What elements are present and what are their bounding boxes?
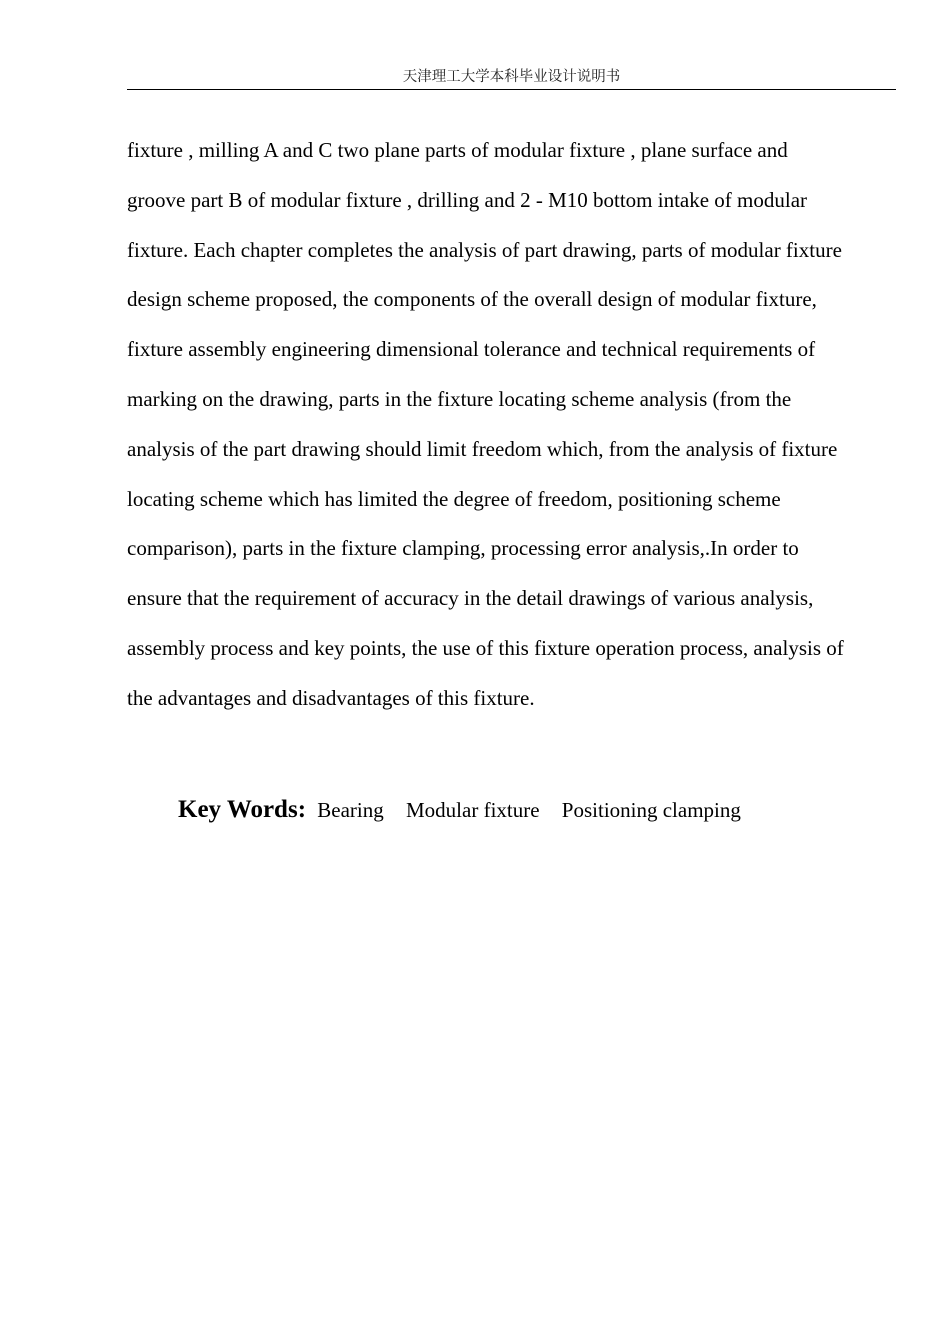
body-line: assembly process and key points, the use of this fixture operation process, analysis of — [127, 635, 844, 660]
keyword-item: Bearing — [317, 798, 384, 822]
header-title: 天津理工大学本科毕业设计说明书 — [402, 69, 621, 85]
body-line: design scheme proposed, the components of the overall design of modular fixture, — [127, 287, 817, 312]
body-line: ensure that the requirement of accuracy in the detail drawings of various analysis, — [127, 586, 814, 611]
body-line: fixture assembly engineering dimensional tolerance and technical requirements of — [127, 337, 816, 362]
keywords-line — [178, 793, 758, 827]
abstract-body — [127, 133, 896, 731]
page-header — [127, 66, 896, 90]
body-line: marking on the drawing, parts in the fixture locating scheme analysis (from the — [127, 386, 792, 411]
body-line: groove part B of modular fixture , drilling and 2 - M10 bottom intake of modular — [127, 187, 808, 212]
body-line: analysis of the part drawing should limit freedom which, from the analysis of fixture — [127, 436, 838, 461]
body-line: the advantages and disadvantages of this fixture. — [127, 685, 535, 710]
body-line: fixture. Each chapter completes the analysis of part drawing, parts of modular fixture — [127, 237, 842, 262]
keyword-item: Positioning clamping — [561, 798, 741, 822]
body-line: comparison), parts in the fixture clamping, processing error analysis,.In order to — [127, 536, 799, 561]
body-line: fixture , milling A and C two plane parts of modular fixture , plane surface and — [127, 138, 788, 162]
body-line: locating scheme which has limited the degree of freedom, positioning scheme — [127, 486, 781, 511]
keywords-label: Key Words: — [178, 796, 307, 823]
keyword-item: Modular fixture — [406, 798, 540, 822]
